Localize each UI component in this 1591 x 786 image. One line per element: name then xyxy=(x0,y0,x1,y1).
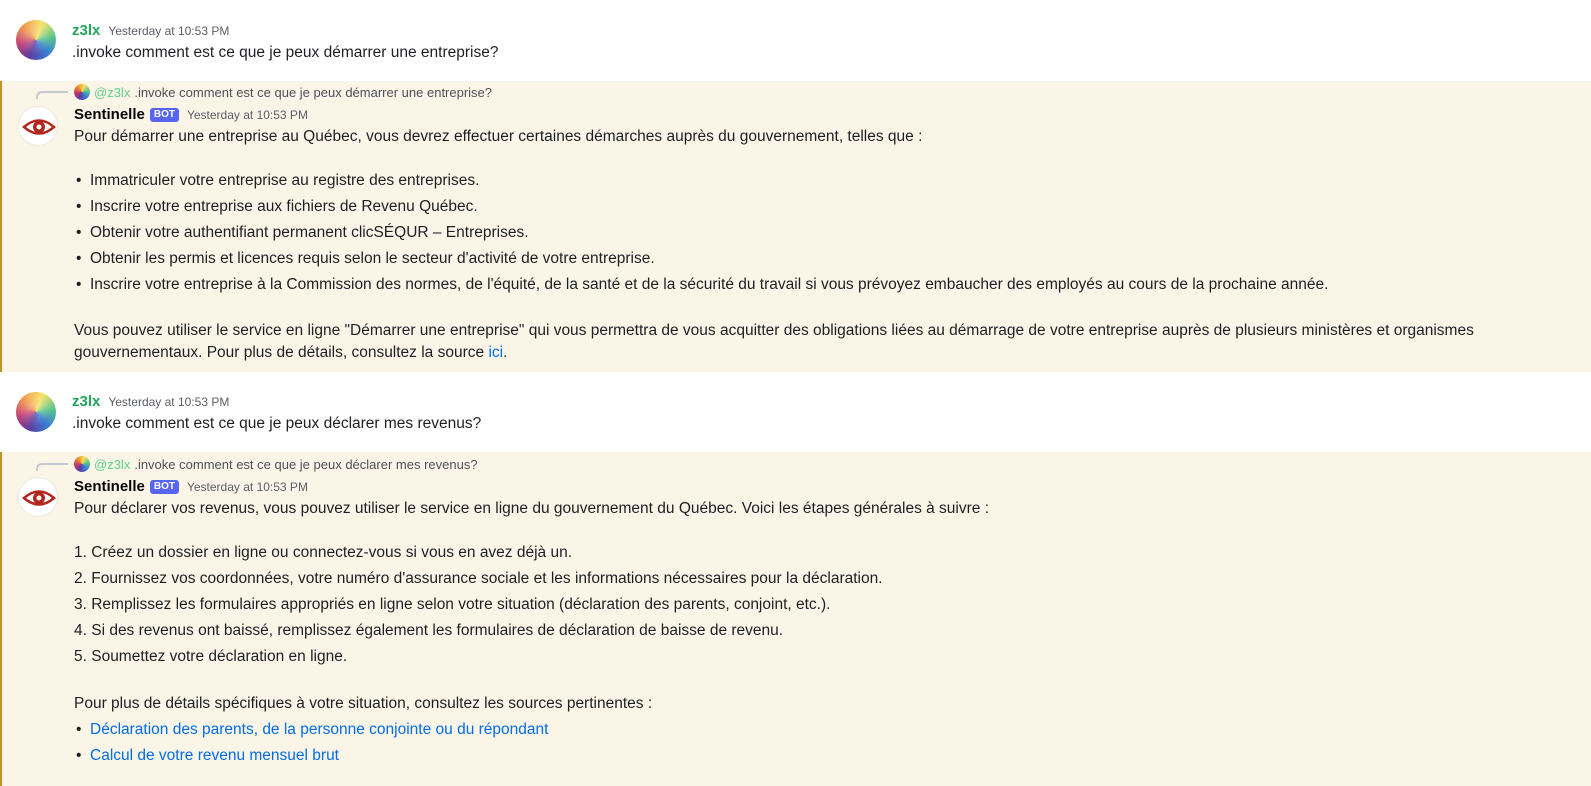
outro-text: Vous pouvez utiliser le service en ligne "Démarrer une entreprise" qui vous permettra de vous acquitter des obligations liées au démarrage de votre entreprise auprès de plusieurs ministères et organismes gouvernementaux. Pour plus de détails, consultez la source xyxy=(74,322,1474,361)
message-bot-2 xyxy=(0,452,1591,786)
reply-reference[interactable] xyxy=(74,452,1591,474)
bot-outro-text xyxy=(74,320,1575,364)
message-user-1 xyxy=(0,0,1591,81)
list-item: • Inscrire votre entreprise aux fichiers de Revenu Québec. xyxy=(74,196,1575,218)
list-item: 4. Si des revenus ont baissé, remplissez également les formulaires de déclaration de baisse de revenu. xyxy=(74,622,784,639)
message-user-2 xyxy=(0,372,1591,452)
user-avatar[interactable] xyxy=(16,20,56,60)
source-link[interactable]: Calcul de votre revenu mensuel brut xyxy=(90,747,339,764)
bot-avatar[interactable] xyxy=(18,477,58,517)
message-bot-1 xyxy=(0,81,1591,372)
eye-icon xyxy=(22,116,56,138)
timestamp[interactable]: Yesterday at 10:53 PM xyxy=(186,480,308,494)
list-item: • Obtenir votre authentifiant permanent clicSÉQUR – Entreprises. xyxy=(74,222,1575,244)
message-text: .invoke comment est ce que je peux démarrer une entreprise? xyxy=(72,44,499,61)
reply-avatar xyxy=(74,456,90,472)
list-item: 1. Créez un dossier en ligne ou connectez-vous si vous en avez déjà un. xyxy=(74,544,573,561)
bot-username[interactable]: Sentinelle xyxy=(74,106,145,123)
sources-intro: Pour plus de détails spécifiques à votre situation, consultez les sources pertinentes : xyxy=(74,695,653,712)
eye-icon xyxy=(22,487,56,509)
reply-spine xyxy=(36,91,68,99)
list-item: 3. Remplissez les formulaires appropriés en ligne selon votre situation (déclaration des parents, conjoint, etc.). xyxy=(74,596,831,613)
reply-username[interactable]: @z3lx xyxy=(94,84,131,100)
bot-tag: BOT xyxy=(150,108,179,122)
user-avatar[interactable] xyxy=(16,392,56,432)
reply-avatar xyxy=(74,84,90,100)
list-item: 2. Fournissez vos coordonnées, votre numéro d'assurance sociale et les informations nécessaires pour la déclaration. xyxy=(74,570,883,587)
source-link[interactable]: ici xyxy=(488,344,504,361)
bot-avatar[interactable] xyxy=(18,106,58,146)
timestamp[interactable]: Yesterday at 10:53 PM xyxy=(108,395,230,409)
username[interactable]: z3lx xyxy=(72,393,101,410)
reply-reference[interactable] xyxy=(74,81,1591,102)
bot-username[interactable]: Sentinelle xyxy=(74,478,145,495)
bullet-list xyxy=(74,170,1575,296)
list-item: 5. Soumettez votre déclaration en ligne. xyxy=(74,648,348,665)
timestamp[interactable]: Yesterday at 10:53 PM xyxy=(108,24,230,38)
username[interactable]: z3lx xyxy=(72,22,101,39)
timestamp[interactable]: Yesterday at 10:53 PM xyxy=(186,108,308,122)
reply-text[interactable]: .invoke comment est ce que je peux démarrer une entreprise? xyxy=(134,84,493,100)
bot-intro-text: Pour déclarer vos revenus, vous pouvez utiliser le service en ligne du gouvernement du Québec. Voici les étapes générales à suivre : xyxy=(74,500,990,517)
source-links-list xyxy=(74,719,1575,767)
source-link[interactable]: Déclaration des parents, de la personne conjointe ou du répondant xyxy=(90,721,549,738)
message-text: .invoke comment est ce que je peux déclarer mes revenus? xyxy=(72,415,482,432)
reply-spine xyxy=(36,463,68,471)
bot-tag: BOT xyxy=(150,480,179,494)
list-item: • Inscrire votre entreprise à la Commission des normes, de l'équité, de la santé et de la sécurité du travail si vous prévoyez embaucher des employés au cours de la prochaine année. xyxy=(74,274,1575,296)
list-item: • Immatriculer votre entreprise au registre des entreprises. xyxy=(74,170,1575,192)
list-item xyxy=(74,745,1575,767)
outro-end: . xyxy=(503,344,508,361)
list-item: • Obtenir les permis et licences requis selon le secteur d'activité de votre entreprise. xyxy=(74,248,1575,270)
steps-list xyxy=(74,542,1575,668)
reply-text[interactable]: .invoke comment est ce que je peux déclarer mes revenus? xyxy=(134,456,478,472)
reply-username[interactable]: @z3lx xyxy=(94,456,131,472)
bot-intro-text: Pour démarrer une entreprise au Québec, vous devrez effectuer certaines démarches auprès du gouvernement, telles que : xyxy=(74,128,923,145)
list-item xyxy=(74,719,1575,741)
